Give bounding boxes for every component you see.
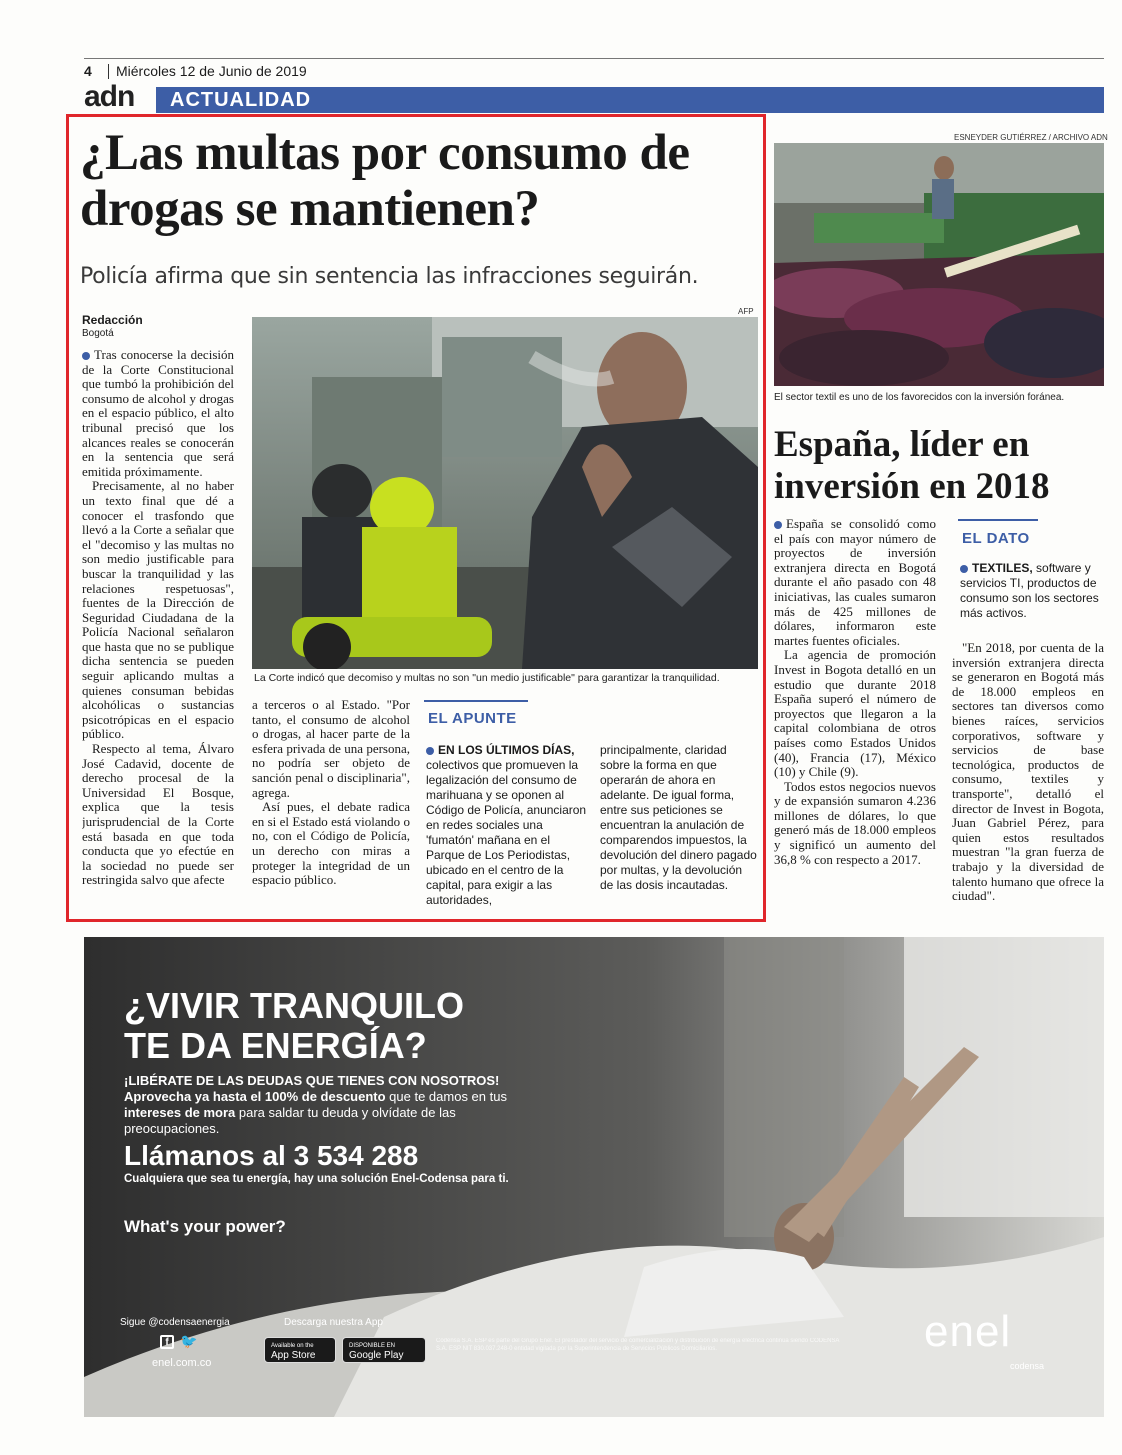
- dato-text: TEXTILES, software y servicios TI, productos de consumo son los sectores más activos.: [960, 561, 1099, 620]
- side-column-2: "En 2018, por cuenta de la inversión extranjera directa se generaron en Bogotá más de 18.000 empleos en sectores tan diversos como bienes raíces, servicios corporativos, software y servicios de base tecnológica, productos de consumo, textiles y transporte", detalló el director de Invest in Bogota, Juan Gabriel Pérez, para quien estos resultados muestran "la gran fuerza de trabajo y la diversidad de talento humano que ofrece la ciudad".: [952, 641, 1104, 904]
- website-link[interactable]: enel.com.co: [152, 1357, 212, 1369]
- google-play-small: DISPONIBLE EN: [349, 1343, 396, 1349]
- dato-rule: [958, 519, 1038, 521]
- side-headline: España, líder en inversión en 2018: [774, 424, 1050, 507]
- apunte-rule: [424, 700, 528, 702]
- adn-logo: adn: [84, 80, 135, 113]
- twitter-icon[interactable]: 🐦: [180, 1333, 198, 1349]
- apunte-title: EL APUNTE: [428, 710, 517, 727]
- side-photo-credit: ESNEYDER GUTIÉRREZ / ARCHIVO ADN: [954, 133, 1108, 142]
- app-store-button[interactable]: [264, 1337, 336, 1363]
- main-column-2: [252, 698, 410, 910]
- page-separator: [108, 64, 109, 79]
- ad-subhead: ¡LIBÉRATE DE LAS DEUDAS QUE TIENES CON NOSOTROS!: [124, 1073, 500, 1088]
- page-date: Miércoles 12 de Junio de 2019: [116, 63, 307, 79]
- social-follow-text: Sigue @codensaenergia: [120, 1317, 230, 1328]
- smoker-and-police-illustration: [252, 317, 758, 669]
- google-play-label: Google Play: [349, 1350, 404, 1361]
- textile-factory-illustration: [774, 143, 1104, 386]
- paragraph: Tras conocerse la decisión de la Corte Constitucional que tumbó la prohibición del consumo de alcohol y drogas en el espacio público, el alto tribunal precisó que los alcances reales se conocerán en la sentencia que será emitida próximamente.: [82, 348, 234, 479]
- main-column-1: [82, 348, 234, 918]
- download-app-text: Descarga nuestra App: [284, 1317, 383, 1328]
- codensa-label: codensa: [1010, 1361, 1045, 1371]
- ad-headline-2: TE DA ENERGÍA?: [124, 1025, 427, 1066]
- main-photo: [252, 317, 758, 669]
- bullet-icon: [82, 352, 90, 360]
- section-label: ACTUALIDAD: [170, 89, 312, 111]
- bullet-icon: [426, 747, 434, 755]
- bullet-icon: [774, 521, 782, 529]
- app-store-small: Available on the: [271, 1343, 314, 1349]
- ad-offer: Aprovecha ya hasta el 100% de descuento que te damos en tus intereses de mora para saldar tu deuda y olvídate de las preocupaciones.: [124, 1089, 507, 1136]
- byline: Redacción: [82, 313, 143, 327]
- side-photo-caption: El sector textil es uno de los favorecidos con la inversión foránea.: [774, 392, 1065, 403]
- paragraph: España se consolidó como el país con mayor número de proyectos de inversión extranjera directa en Bogotá durante el año pasado con 48 iniciativas, las cuales sumaron más de 425 millones de dólares, informaron este martes fuentes oficiales.: [774, 517, 936, 648]
- dato-title: EL DATO: [962, 530, 1030, 547]
- side-column-1: [774, 517, 936, 902]
- ad-headline-1: ¿VIVIR TRANQUILO: [124, 985, 464, 1026]
- paragraph: Respecto al tema, Álvaro José Cadavid, docente de derecho procesal de la Universidad El Bosque, explica que la tesis jurisprudencial de la Corte está basada en que toda conducta que yo efectúe en la sociedad no puede ser restringida salvo que afecte: [82, 741, 234, 888]
- top-rule: [84, 58, 1104, 59]
- paragraph: La agencia de promoción Invest in Bogota detalló en un estudio que durante 2018 España superó el número de proyectos que llegaron a la capital colombiana de otros países como Estados Unidos (40), Francia (17), México (10) y Chile (9).: [774, 647, 936, 780]
- page-number: 4: [84, 63, 92, 79]
- enel-logo: enel: [924, 1307, 1012, 1356]
- apunte-col-2: principalmente, claridad sobre la forma en que operarán de ahora en adelante. De igual forma, entre sus peticiones se encuentran la anulación de comparendos impuestos, la devolución del dinero pagado por multas, y la devolución de las dosis incautadas.: [600, 743, 757, 892]
- bullet-icon: [960, 565, 968, 573]
- main-deck: Policía afirma que sin sentencia las infracciones seguirán.: [80, 264, 699, 289]
- ad-phone-call: Llámanos al 3 534 288: [124, 1140, 419, 1171]
- paragraph: Todos estos negocios nuevos y de expansión sumaron 4.236 millones de dólares, lo que generó más de 18.000 empleos y significó un aumento del 36,8 % con respecto a 2017.: [774, 778, 936, 867]
- paragraph: a terceros o al Estado. "Por tanto, el consumo de alcohol o drogas, al hacer parte de la esfera privada de una persona, no podría ser objeto de sanción penal o disciplinaria", agrega.: [252, 698, 410, 800]
- side-photo: [774, 143, 1104, 386]
- ad-legal-text: Codensa S.A. ESP es parte del Grupo Enel. El prestador del servicio de comercialización y distribución de energía eléctrica continúa siendo CODENSA S.A. ESP NIT 830.037.248-0 entidad vigilada por la Superintendencia de Servicios Públicos Domiciliarios.: [436, 1338, 840, 1352]
- enel-advertisement: [84, 937, 1104, 1417]
- ad-slogan: What's your power?: [124, 1217, 286, 1236]
- main-headline: ¿Las multas por consumo de drogas se mantienen?: [80, 125, 690, 237]
- byline-location: Bogotá: [82, 328, 114, 339]
- main-photo-caption: La Corte indicó que decomiso y multas no son "un medio justificable" para garantizar la tranquilidad.: [254, 672, 720, 684]
- app-store-label: App Store: [271, 1350, 316, 1361]
- paragraph: Así pues, el debate radica en si el Estado está violando o no, con el Código de Policía, un derecho con miras a proteger la integridad de un espacio público.: [252, 799, 410, 888]
- ad-call-subtext: Cualquiera que sea tu energía, hay una solución Enel-Codensa para ti.: [124, 1173, 509, 1185]
- google-play-button[interactable]: [342, 1337, 426, 1363]
- photo-credit: AFP: [738, 307, 754, 316]
- apunte-col-1: EN LOS ÚLTIMOS DÍAS, colectivos que promueven la legalización del consumo de marihuana y se oponen al Código de Policía, anunciaron en redes sociales una 'fumatón' mañana en el Parque de Los Periodistas, ubicado en el centro de la capital, para exigir a las autoridades,: [426, 743, 587, 907]
- paragraph: Precisamente, al no haber un texto final que dé a conocer el trasfondo que llevó a la Corte a señalar que el "decomiso y las multas no son medio justificable para buscar la tranquilidad y las relaciones respetuosas", fuentes de la Dirección de Seguridad Ciudadana de la Policía Nacional señalaron que hasta que no se publique dicha sentencia se pueden seguir aplicando multas a quienes consuman bebidas alcohólicas o sustancias psicotrópicas en el espacio público.: [82, 478, 234, 742]
- facebook-icon[interactable]: f: [160, 1335, 174, 1349]
